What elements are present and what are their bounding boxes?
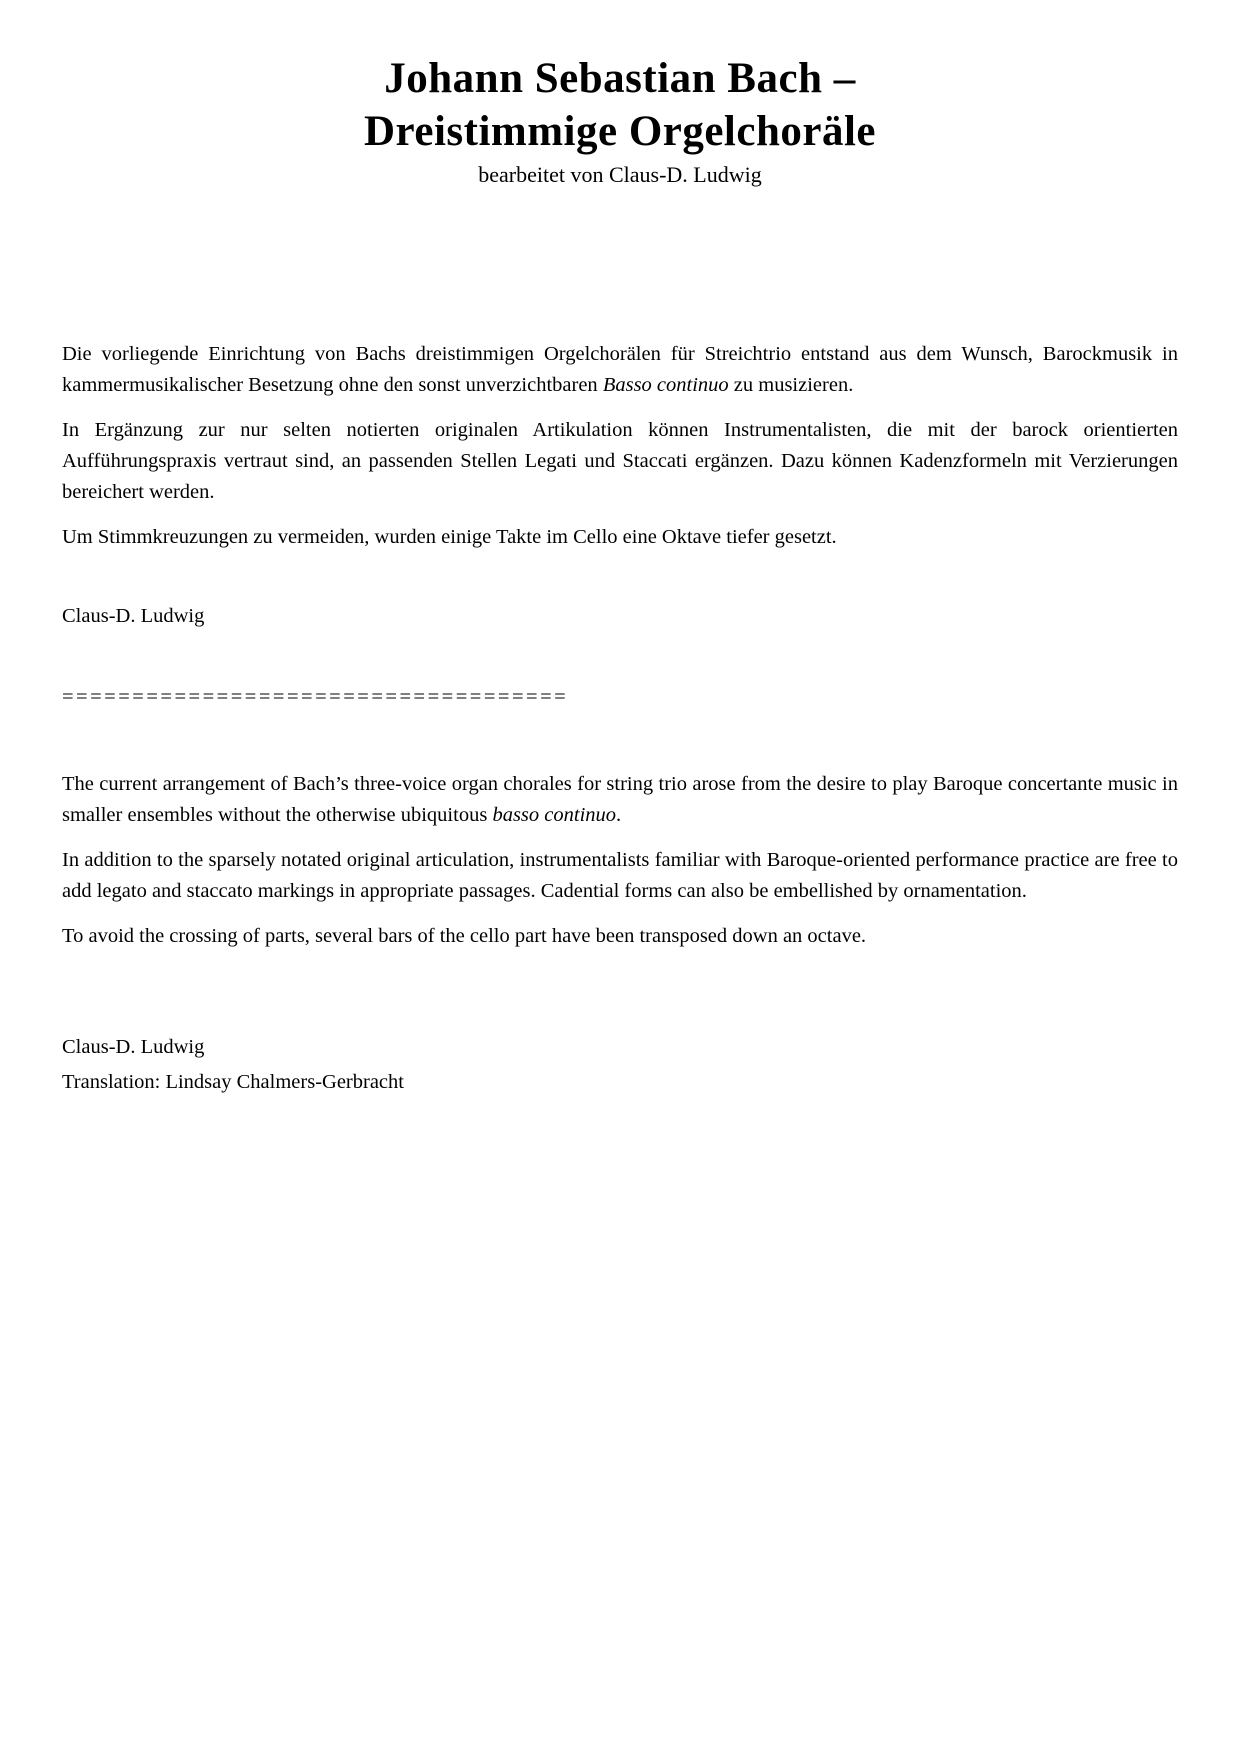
- german-signature: Claus-D. Ludwig: [62, 605, 205, 627]
- german-paragraph-1: [62, 339, 1178, 401]
- section-divider: ====================================: [62, 686, 569, 708]
- english-signature: Claus-D. Ludwig: [62, 1036, 205, 1058]
- translation-credit: Translation: Lindsay Chalmers-Gerbracht: [62, 1071, 404, 1093]
- german-preface-section: [62, 339, 1178, 632]
- english-paragraph-2: In addition to the sparsely notated original articulation, instrumentalists familiar with Baroque-oriented performance practice are free to add legato and staccato markings in appropriate passages. Cadential forms can also be embellished by ornamentation.: [62, 849, 1178, 902]
- english-paragraph-1-italic-term: basso continuo: [492, 804, 617, 826]
- english-paragraph-3: To avoid the crossing of parts, several bars of the cello part have been transposed down an octave.: [62, 925, 867, 947]
- english-preface-section: [62, 769, 1178, 1100]
- subtitle-arranger: bearbeitet von Claus-D. Ludwig: [478, 162, 762, 187]
- page-title: [62, 52, 1178, 158]
- title-line-2: Dreistimmige Orgelchoräle: [364, 108, 876, 155]
- german-paragraph-2: In Ergänzung zur nur selten notierten originalen Artikulation können Instrumentalisten, die mit der barock orientierten Aufführungspraxis vertraut sind, an passenden Stellen Legati und Staccati ergänzen. Dazu können Kadenzformeln mit Verzierungen bereichert werden.: [62, 419, 1178, 503]
- english-paragraph-1: [62, 769, 1178, 831]
- english-paragraph-1-closing: .: [616, 804, 622, 826]
- title-line-1: Johann Sebastian Bach –: [384, 55, 856, 102]
- closing-block: [62, 1030, 1178, 1100]
- german-paragraph-1-closing: zu musizieren.: [728, 374, 854, 396]
- german-paragraph-3: Um Stimmkreuzungen zu vermeiden, wurden einige Takte im Cello eine Oktave tiefer gesetzt.: [62, 526, 837, 548]
- german-paragraph-1-text: Die vorliegende Einrichtung von Bachs dreistimmigen Orgelchorälen für Streichtrio entstand aus dem Wunsch, Barockmusik in kammermusikalischer Besetzung ohne den sonst unverzichtbaren: [62, 343, 1178, 396]
- english-paragraph-1-text: The current arrangement of Bach’s three-voice organ chorales for string trio arose from the desire to play Baroque concertante music in smaller ensembles without the otherwise ubiquitous: [62, 773, 1178, 826]
- german-paragraph-1-italic-term: Basso continuo: [602, 374, 729, 396]
